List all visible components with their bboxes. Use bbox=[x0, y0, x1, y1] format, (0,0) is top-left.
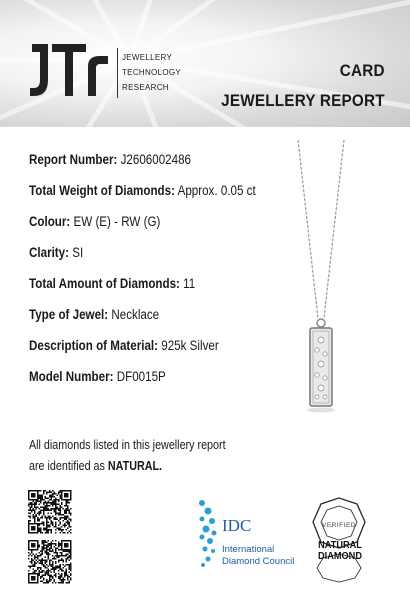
field-report-number bbox=[29, 150, 256, 181]
notice-line: All diamonds listed in this jewellery report bbox=[29, 438, 226, 452]
idc-logo-icon bbox=[198, 497, 220, 569]
badge-main-text: NATURAL DIAMOND bbox=[318, 540, 362, 562]
field-value: Approx. 0.05 ct bbox=[177, 183, 256, 198]
notice-prefix: are identified as bbox=[29, 459, 105, 473]
report-title bbox=[221, 56, 385, 116]
idc-line: Diamond Council bbox=[222, 556, 295, 567]
title-line-card: CARD bbox=[340, 61, 385, 80]
logo-sub-line: TECHNOLOGY bbox=[122, 68, 182, 77]
field-total-amount bbox=[29, 274, 256, 305]
natural-notice bbox=[29, 435, 226, 477]
idc-name: IDC bbox=[222, 516, 252, 535]
field-label: Report Number: bbox=[29, 152, 118, 167]
idc-line: International bbox=[222, 544, 275, 555]
field-type-of-jewel bbox=[29, 305, 256, 336]
title-line-report: JEWELLERY REPORT bbox=[221, 91, 385, 110]
field-value: Necklace bbox=[111, 307, 160, 322]
field-label: Description of Material: bbox=[29, 338, 159, 353]
field-value: 11 bbox=[183, 276, 196, 291]
field-model-number bbox=[29, 367, 256, 398]
field-label: Total Weight of Diamonds: bbox=[29, 183, 175, 198]
field-value: EW (E) - RW (G) bbox=[73, 214, 161, 229]
field-value: DF0015P bbox=[116, 369, 166, 384]
logo-sub-line: RESEARCH bbox=[122, 83, 169, 92]
field-label: Type of Jewel: bbox=[29, 307, 109, 322]
field-label: Clarity: bbox=[29, 245, 70, 260]
field-label: Model Number: bbox=[29, 369, 114, 384]
report-fields bbox=[29, 150, 293, 398]
field-value: 925k Silver bbox=[161, 338, 219, 353]
qr-code[interactable] bbox=[28, 490, 72, 586]
logo-subtitle bbox=[122, 50, 181, 95]
field-label: Total Amount of Diamonds: bbox=[29, 276, 180, 291]
field-material bbox=[29, 336, 256, 367]
report-header bbox=[0, 0, 410, 127]
necklace-image bbox=[290, 140, 350, 415]
field-label: Colour: bbox=[29, 214, 71, 229]
field-value: SI bbox=[72, 245, 84, 260]
field-colour bbox=[29, 212, 256, 243]
logo-sub-line: JEWELLERY bbox=[122, 53, 173, 62]
field-value: J2606002486 bbox=[120, 152, 192, 167]
field-clarity bbox=[29, 243, 256, 274]
notice-natural: NATURAL. bbox=[107, 459, 163, 473]
jtr-logo bbox=[28, 40, 112, 100]
notice-line bbox=[29, 456, 226, 477]
badge-verified-text: VERIFIED bbox=[322, 522, 356, 529]
field-total-weight bbox=[29, 181, 256, 212]
idc-fullname bbox=[222, 544, 294, 568]
logo-divider bbox=[117, 48, 118, 98]
